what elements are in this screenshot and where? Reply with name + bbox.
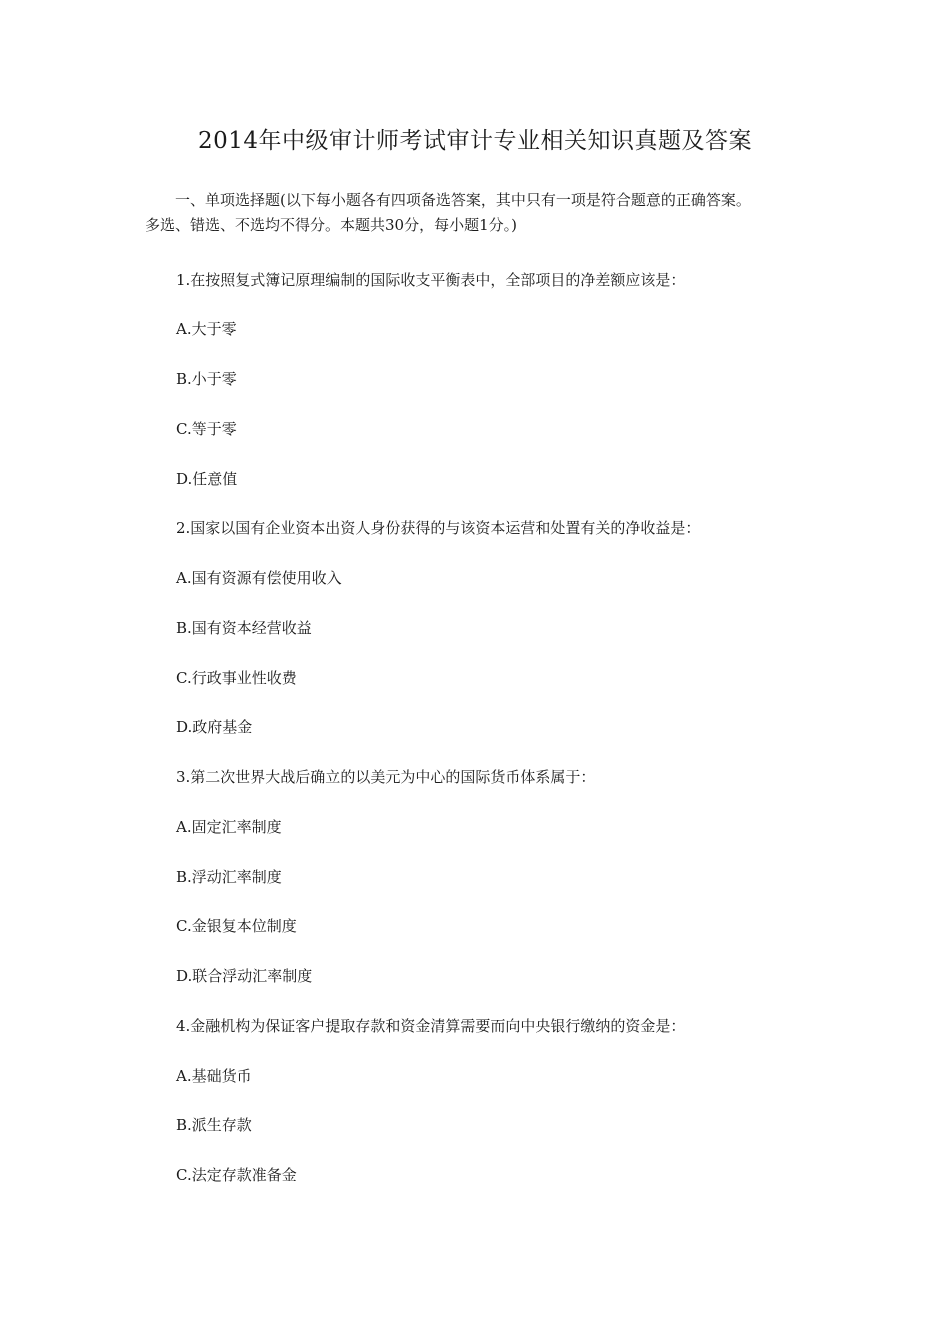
section-intro — [145, 188, 825, 238]
question-3-option-b: B.浮动汇率制度 — [176, 868, 282, 886]
question-3-option-d: D.联合浮动汇率制度 — [176, 967, 313, 985]
question-2-option-c: C.行政事业性收费 — [176, 669, 297, 687]
question-2-option-b: B.国有资本经营收益 — [176, 619, 312, 637]
question-2-option-d: D.政府基金 — [176, 718, 253, 736]
question-1-stem: 1.在按照复式簿记原理编制的国际收支平衡表中，全部项目的净差额应该是： — [176, 271, 686, 289]
question-4-option-c: C.法定存款准备金 — [176, 1166, 297, 1184]
question-3-option-c: C.金银复本位制度 — [176, 917, 297, 935]
question-3-option-a: A.固定汇率制度 — [176, 818, 282, 836]
question-3-stem: 3.第二次世界大战后确立的以美元为中心的国际货币体系属于： — [176, 768, 596, 786]
question-1-option-a: A.大于零 — [176, 320, 237, 338]
question-4-stem: 4.金融机构为保证客户提取存款和资金清算需要而向中央银行缴纳的资金是： — [176, 1017, 686, 1035]
question-4-option-a: A.基础货币 — [176, 1067, 252, 1085]
question-2-option-a: A.国有资源有偿使用收入 — [176, 569, 342, 587]
document-title: 2014年中级审计师考试审计专业相关知识真题及答案 — [197, 128, 753, 154]
question-2-stem: 2.国家以国有企业资本出资人身份获得的与该资本运营和处置有关的净收益是： — [176, 519, 701, 537]
question-1-option-c: C.等于零 — [176, 420, 237, 438]
section-intro-line-1: 一、单项选择题(以下每小题各有四项备选答案，其中只有一项是符合题意的正确答案。 — [175, 191, 751, 209]
question-4-option-b: B.派生存款 — [176, 1116, 252, 1134]
section-intro-line-2: 多选、错选、不选均不得分。本题共30分，每小题1分。) — [145, 216, 517, 234]
question-1-option-d: D.任意值 — [176, 470, 238, 488]
question-1-option-b: B.小于零 — [176, 370, 237, 388]
